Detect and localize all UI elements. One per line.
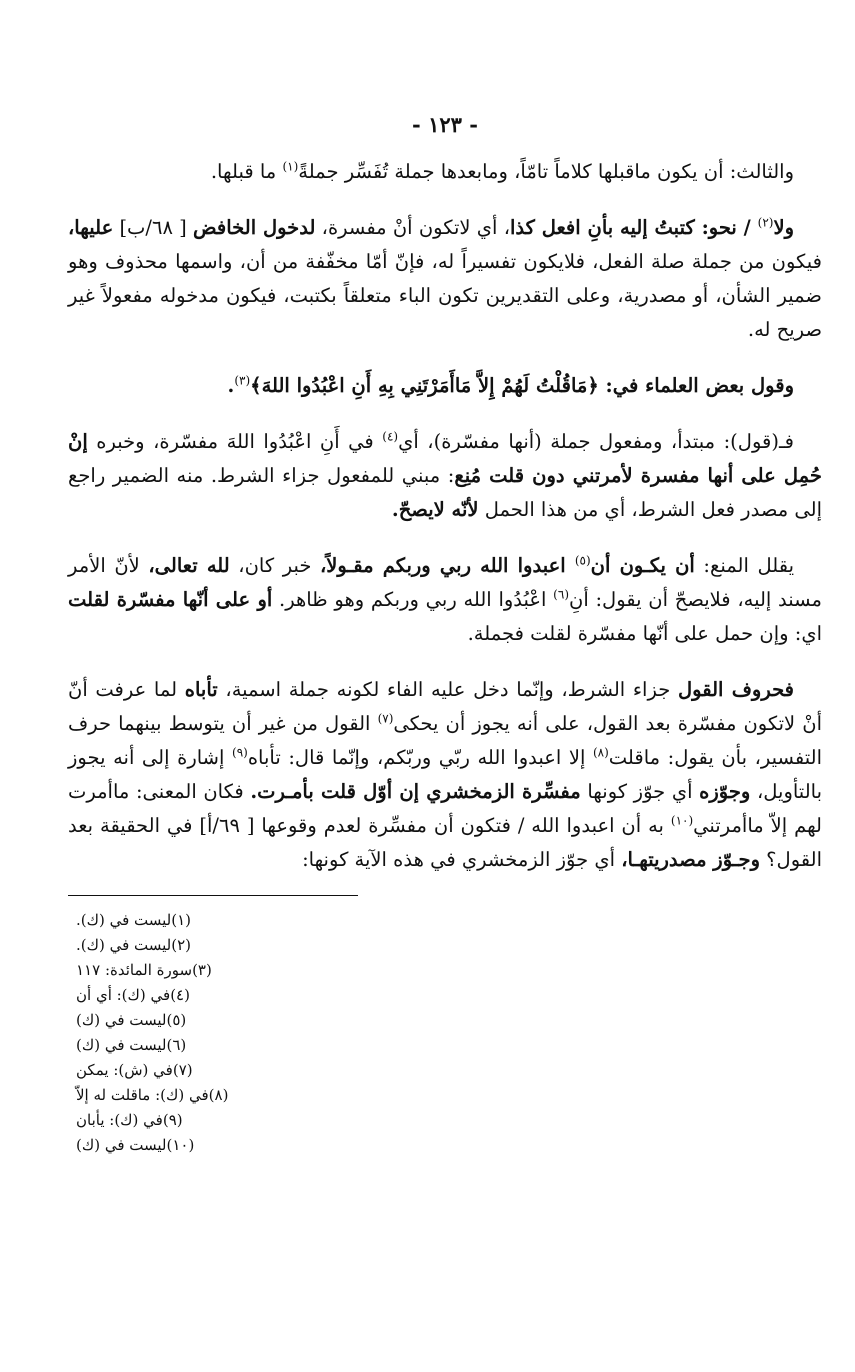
footnote-marker: (٨): [592, 745, 609, 760]
text-segment: أن يكـون أن: [590, 554, 695, 577]
footnote-marker: (٣): [234, 373, 251, 388]
footnote-text: (٩)في (ك): يأبان: [76, 1111, 183, 1129]
footnote: [68, 1083, 822, 1108]
text-segment: به أن اعبدوا الله / فتكون أن مفسِّرة لعدم وقوعها [ ٦٩/أ] في الحقيقة بعد القول؟: [68, 814, 822, 871]
text-segment: إلا اعبدوا الله ربّي وربّكم، وإنّما قال: تأباه: [247, 746, 593, 769]
text-segment: والثالث: أن يكون ماقبلها كلاماً تامّاً، ومابعدها جملة تُفَسِّر جملةً: [298, 160, 794, 183]
text-segment: أو على أنّها مفسّرة لقلت: [68, 588, 273, 611]
text-segment: إشارة إلى أنه يجوز بالتأويل،: [68, 746, 823, 803]
text-segment: وجوّزه: [699, 780, 751, 803]
paragraph: [68, 369, 822, 403]
footnote-marker: (٦): [553, 587, 569, 602]
footnote: [68, 958, 822, 983]
text-segment: إنْ حُمِل على أنها مفسرة لأمرتني دون قلت مُنِع: [68, 430, 822, 487]
footnote-rule: [68, 895, 358, 896]
text-segment: لدخول الخافض: [193, 216, 316, 239]
footnote-text: (٣)سورة المائدة: ١١٧: [76, 961, 212, 979]
text-segment: فكان المعنى: ماأمرت لهم إلاّ ماأمرتني: [68, 780, 822, 837]
paragraph: [68, 673, 822, 877]
text-segment: أي جوّز الزمخشري في هذه الآية كونها:: [302, 848, 622, 871]
footnote: [68, 1133, 822, 1158]
text-segment: خبر كان،: [229, 554, 321, 577]
footnote-text: (١)ليست في (ك).: [76, 911, 192, 929]
footnote-text: (٢)ليست في (ك).: [76, 936, 192, 954]
text-segment: القول من غير أن يتوسط بينهما حرف التفسير، بأن يقول: ماقلت: [68, 712, 823, 769]
paragraph: [68, 155, 822, 189]
footnote: [68, 983, 822, 1008]
footnote-marker: (٤): [382, 429, 399, 444]
text-segment: .: [227, 374, 235, 397]
footnote-marker: (١٠): [670, 813, 694, 828]
text-segment: أي جوّز كونها: [580, 780, 700, 803]
paragraph: [68, 425, 822, 527]
footnote-text: (٥)ليست في (ك): [76, 1011, 187, 1029]
footnote-marker: (٢): [757, 215, 774, 230]
text-segment: اعبدوا الله ربي وربكم مقـولاً،: [320, 554, 575, 577]
footnote: [68, 1033, 822, 1058]
footnote-text: (١٠)ليست في (ك): [76, 1136, 195, 1154]
text-segment: ، أي لاتكون أنْ مفسرة،: [315, 216, 510, 239]
text-segment: فحروف القول: [677, 678, 794, 701]
footnote: [68, 1058, 822, 1083]
text-segment: وجـوّز مصدريتهـا،: [621, 848, 760, 871]
text-segment: مفسِّرة الزمخشري إن أوّل قلت بأمـرت.: [250, 780, 581, 803]
text-segment: يقلل المنع:: [694, 554, 794, 577]
text-segment: لأنّه لايصحّ.: [391, 498, 479, 521]
text-segment: لما عرفت أنّ أنْ لاتكون مفسّرة بعد القول، على أنه يجوز أن يحكى: [68, 678, 822, 735]
footnote: [68, 1008, 822, 1033]
text-segment: ولا: [773, 216, 794, 239]
text-segment: فيكون من جملة صلة الفعل، فلايكون تفسيراً له، فإنّ أمّا مخفّفة من أن، واسمها محذوف وهو ضمير الشأن، أو مصدرية، وعلى التقديرين تكون الباء متعلقاً بكتبت، فيكون مدخوله مفعولاً غير صريح له.: [68, 250, 822, 341]
text-segment: اي: وإن حمل على أنّها مفسّرة لقلت فجملة.: [467, 622, 822, 645]
footnote-text: (٤)في (ك): أي أن: [76, 986, 190, 1004]
footnote-text: (٦)ليست في (ك): [76, 1036, 187, 1054]
footnote-marker: (٥): [574, 553, 591, 568]
book-page: [68, 112, 822, 1158]
body-text: [68, 155, 822, 877]
footnote-marker: (١): [282, 159, 299, 174]
paragraph: [68, 211, 822, 347]
text-segment: : مبني للمفعول جزاء الشرط. منه الضمير راجع إلى مصدر فعل الشرط، أي من هذا الحمل: [68, 464, 822, 521]
footnote: [68, 933, 822, 958]
text-segment: [ ٦٨/ب]: [113, 216, 194, 239]
footnote: [68, 908, 822, 933]
text-segment: اعْبُدُوا الله ربي وربكم وهو ظاهر.: [272, 588, 554, 611]
footnote: [68, 1108, 822, 1133]
text-segment: لله تعالى،: [148, 554, 230, 577]
text-segment: جزاء الشرط، وإنّما دخل عليه الفاء لكونه جملة اسمية،: [217, 678, 678, 701]
footnote-text: (٧)في (ش): يمكن: [76, 1061, 193, 1079]
text-segment: تأباه: [184, 678, 218, 701]
footnotes: [68, 908, 822, 1158]
footnote-marker: (٧): [377, 711, 394, 726]
text-segment: لأنّ الأمر مسند إليه، فلايصحّ أن يقول: أنِ: [68, 554, 823, 611]
text-segment: فـ(قول): مبتدأ، ومفعول جملة (أنها مفسّرة)، أي: [398, 430, 794, 453]
text-segment: / نحو: كتبتُ إليه بأنِ افعل كذا: [510, 216, 758, 239]
text-segment: في أَنِ اعْبُدُوا اللهَ مفسّرة، وخبره: [87, 430, 383, 453]
footnote-marker: (٩): [232, 745, 248, 760]
text-segment: عليها،: [68, 216, 114, 239]
page-number: - ١٢٣ -: [412, 112, 478, 137]
paragraph: [68, 549, 822, 651]
text-segment: وقول بعض العلماء في: ﴿مَاقُلْتُ لَهُمْ إِلاَّ مَاأَمَرْتَنِي بِهِ أَنِ اعْبُدُوا اللهَ﴾: [250, 374, 794, 397]
text-segment: ما قبلها.: [210, 160, 283, 183]
footnote-text: (٨)في (ك): ماقلت له إلاّ: [76, 1086, 229, 1104]
